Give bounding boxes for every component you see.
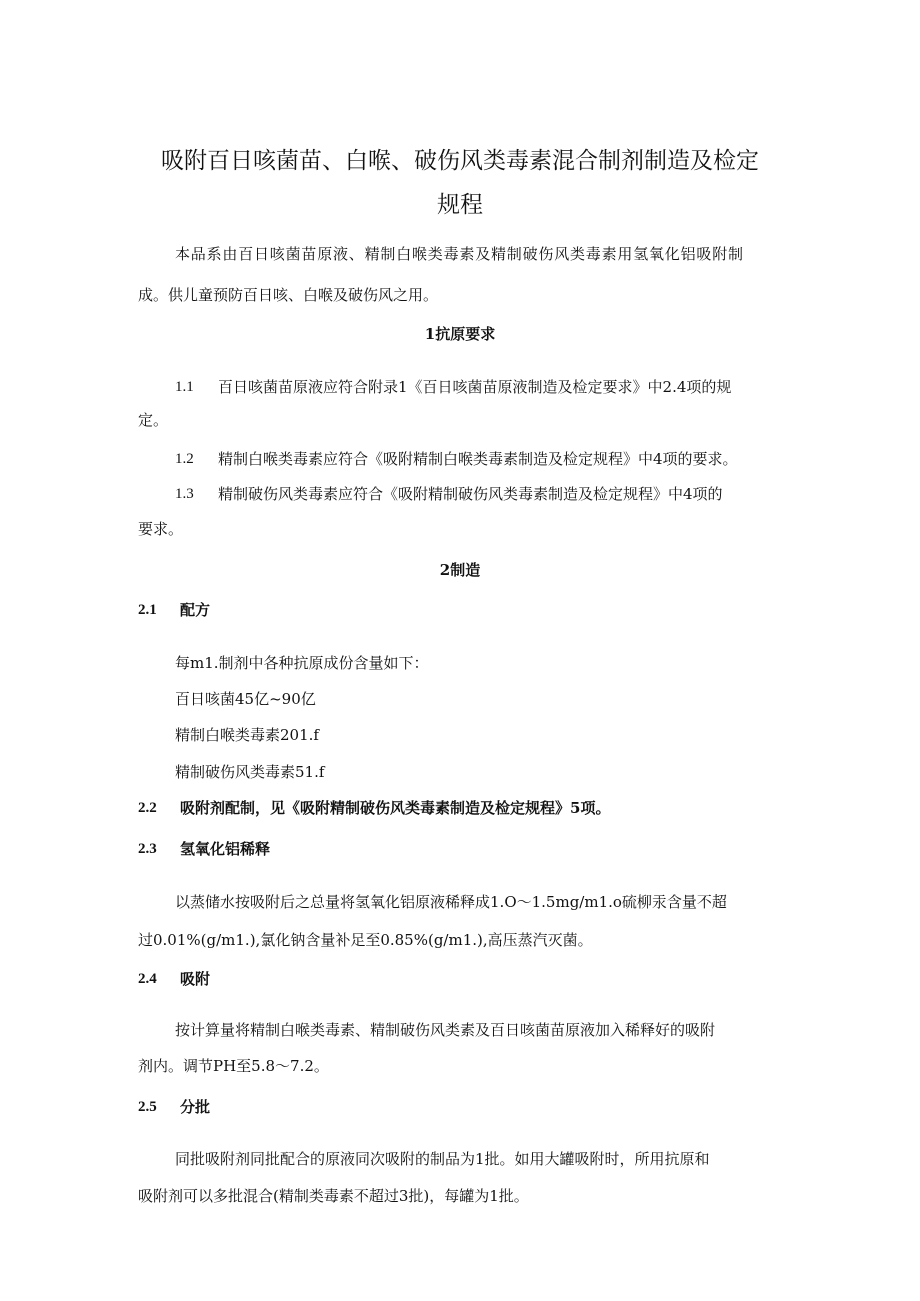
section-2-4-line1: 按计算量将精制白喉类毒素、精制破伤风类素及百日咳菌苗原液加入稀释好的吸附 — [175, 1021, 716, 1039]
section-2-3-line2: 过0.01%(g/m1.),氯化钠含量补足至0.85%(g/m1.),高压蒸汽灭菌。 — [138, 931, 593, 949]
item-1-1-line2: 定。 — [138, 411, 169, 429]
section-2-1-title: 配方 — [180, 601, 211, 619]
formula-line-2: 百日咳菌45亿~90亿 — [175, 690, 316, 708]
section-2-2-title: 吸附剂配制，见《吸附精制破伤风类毒素制造及检定规程》5项。 — [180, 799, 611, 817]
item-1-2-number: 1.2 — [175, 451, 194, 467]
section2-heading: 2制造 — [439, 561, 481, 579]
section-2-3-title: 氢氧化铝稀释 — [180, 840, 271, 858]
section-2-3-line1: 以蒸储水按吸附后之总量将氢氧化铝原液稀释成1.O～1.5mg/m1.o硫柳汞含量不超 — [175, 893, 727, 911]
section-2-4-number: 2.4 — [138, 971, 157, 987]
item-1-3-line1: 精制破伤风类毒素应符合《吸附精制破伤风类毒素制造及检定规程》中4项的 — [218, 485, 723, 503]
section-2-4-title: 吸附 — [180, 970, 211, 988]
intro-line1: 本品系由百日咳菌苗原液、精制白喉类毒素及精制破伤风类毒素用氢氧化铝吸附制 — [175, 245, 744, 263]
formula-line-4: 精制破伤风类毒素51.f — [175, 763, 325, 781]
item-1-3-number: 1.3 — [175, 486, 194, 502]
section-2-5-title: 分批 — [180, 1098, 211, 1116]
section-2-1-number: 2.1 — [138, 602, 157, 618]
section-2-3-number: 2.3 — [138, 841, 157, 857]
item-1-1-number: 1.1 — [175, 379, 194, 395]
item-1-3-line2: 要求。 — [138, 520, 184, 538]
intro-line2: 成。供儿童预防百日咳、白喉及破伤风之用。 — [138, 286, 439, 304]
item-1-2-line1: 精制白喉类毒素应符合《吸附精制白喉类毒素制造及检定规程》中4项的要求。 — [218, 450, 738, 468]
document-title-line1: 吸附百日咳菌苗、白喉、破伤风类毒素混合制剂制造及检定 — [161, 148, 759, 174]
section-2-2-number: 2.2 — [138, 800, 157, 816]
document-title-line2: 规程 — [437, 192, 483, 218]
formula-line-1: 每m1.制剂中各种抗原成份含量如下： — [175, 654, 429, 672]
section1-heading: 1抗原要求 — [424, 325, 496, 343]
section-2-5-line2: 吸附剂可以多批混合(精制类毒素不超过3批)，每罐为1批。 — [138, 1187, 529, 1205]
item-1-1-line1: 百日咳菌苗原液应符合附录1《百日咳菌苗原液制造及检定要求》中2.4项的规 — [218, 378, 732, 396]
section-2-5-number: 2.5 — [138, 1099, 157, 1115]
section-2-4-line2: 剂内。调节PH至5.8～7.2。 — [138, 1057, 329, 1075]
section-2-5-line1: 同批吸附剂同批配合的原液同次吸附的制品为1批。如用大罐吸附时，所用抗原和 — [175, 1150, 710, 1168]
formula-line-3: 精制白喉类毒素201.f — [175, 726, 319, 744]
